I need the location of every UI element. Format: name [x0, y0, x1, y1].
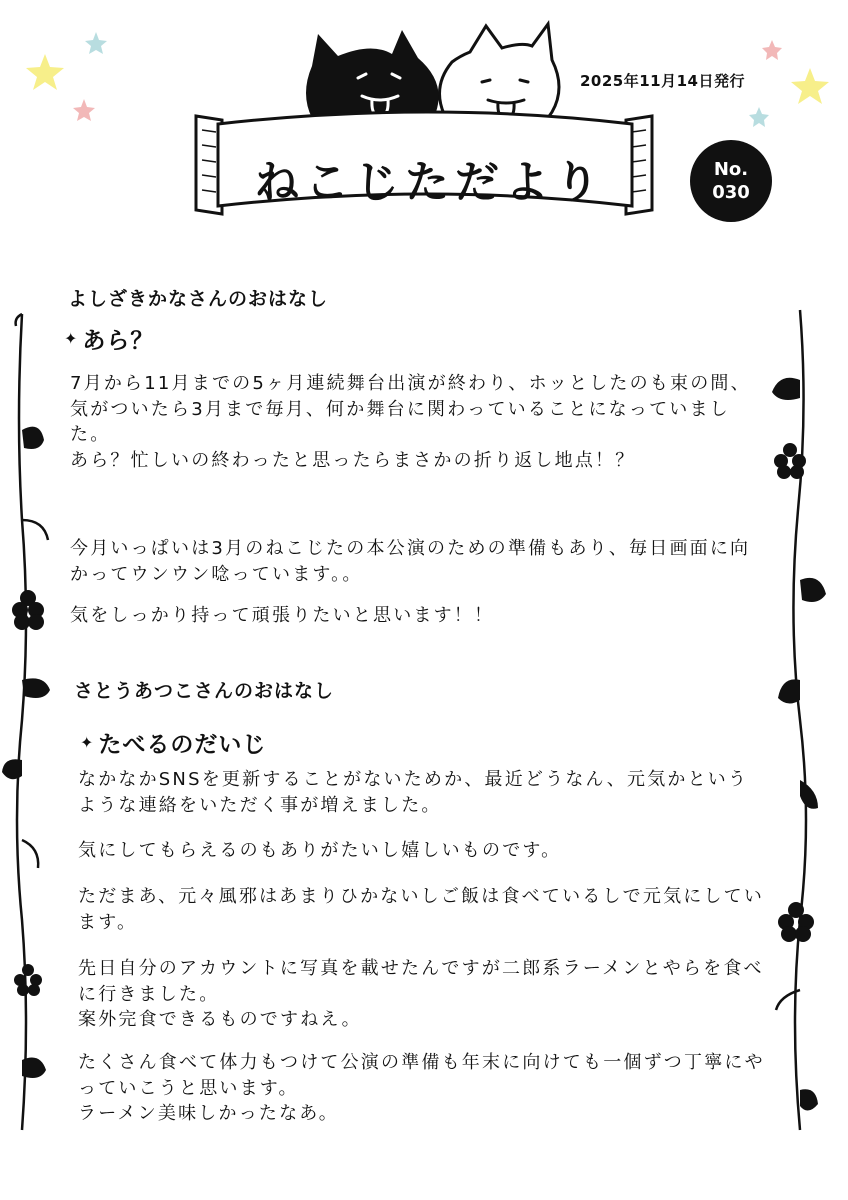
- issue-prefix: No.: [713, 159, 749, 180]
- section-paragraph-1-3: 気をしっかり持って頑張りたいと思います！！: [70, 605, 495, 626]
- flower-icon-right-2: [778, 902, 814, 942]
- flower-icon-left-1: [12, 590, 44, 630]
- newsletter-title: ねこじただより: [255, 157, 605, 208]
- issue-date: 2025年11月14日発行: [580, 72, 745, 90]
- issue-number-badge: [690, 140, 772, 222]
- flower-icon-left-2: [14, 964, 42, 996]
- section-paragraph-1-2: 今月いっぱいは3月のねこじたの本公演のための準備もあり、毎日画面に向かってウンウン唸っています。。: [70, 538, 751, 585]
- section-heading-2: さとうあつこさんのおはなし: [74, 680, 335, 702]
- right-vine-decoration: [772, 310, 826, 1130]
- section-paragraph-2-1: なかなかSNSを更新することがないためか、最近どうなん、元気かというような連絡をいただく事が増えました。: [78, 769, 749, 816]
- star-icon-yellow-left: [26, 54, 64, 90]
- section-heading-1: よしざきかなさんのおはなし: [68, 288, 329, 310]
- section-paragraph-2-5: たくさん食べて体力もつけて公演の準備も年末に向けても一個ずつ丁寧にやっていこうと思います。 ラーメン美味しかったなあ。: [78, 1052, 765, 1124]
- sparkle-icon: ✦: [80, 733, 95, 752]
- left-vine-decoration: [2, 314, 50, 1130]
- flower-icon-right-1: [774, 443, 806, 479]
- section-paragraph-2-2: 気にしてもらえるのもありがたいし嬉しいものです。: [78, 840, 562, 861]
- section-paragraph-1-1: 7月から11月までの5ヶ月連続舞台出演が終わり、ホッとしたのも束の間、 気がついたら3月まで毎月、何か舞台に関わっていることになっていました。 あら？忙しいの終わったと思ったらまさかの折り返し地点！？: [70, 373, 751, 471]
- sparkle-icon: ✦: [64, 329, 79, 348]
- star-icon-yellow-right: [791, 68, 829, 104]
- section-subheading-1: [64, 322, 154, 355]
- section-paragraph-2-3: ただまあ、元々風邪はあまりひかないしご飯は食べているしで元気にしています。: [78, 886, 765, 933]
- star-icon-pink-left: [73, 99, 95, 121]
- star-icon-blue-left: [85, 32, 107, 54]
- subheading-text-2: たべるのだいじ: [98, 732, 267, 758]
- section-paragraph-2-4: 先日自分のアカウントに写真を載せたんですが二郎系ラーメンとやらを食べに行きました。 案外完食できるものですねえ。: [78, 958, 764, 1030]
- star-icon-pink-right: [762, 40, 782, 60]
- issue-number: 030: [712, 182, 750, 203]
- star-icon-blue-right: [749, 107, 769, 127]
- subheading-text-1: あら？: [82, 328, 155, 354]
- section-subheading-2: [80, 726, 266, 759]
